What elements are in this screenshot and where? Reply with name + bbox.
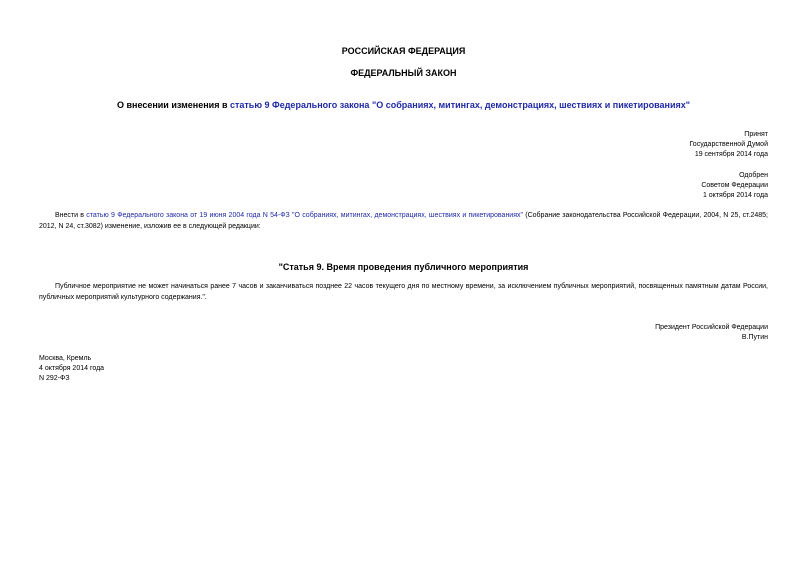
signature-position: Президент Российской Федерации	[655, 324, 768, 331]
footer-number: N 292-ФЗ	[39, 375, 70, 382]
intro-prefix: Внести в	[55, 212, 87, 219]
law-type-heading: ФЕДЕРАЛЬНЫЙ ЗАКОН	[350, 68, 457, 78]
adopted-body: Государственной Думой	[689, 141, 768, 148]
intro-link[interactable]: статью 9 Федерального закона от 19 июня 2004 года N 54-ФЗ "О собраниях, митингах, демонстрациях, шествиях и пикетированиях"	[86, 212, 523, 219]
approved-date: 1 октября 2014 года	[702, 192, 768, 199]
adopted-date: 19 сентября 2014 года	[694, 151, 768, 158]
adopted-label: Принят	[744, 131, 768, 138]
article-heading: "Статья 9. Время проведения публичного мероприятия	[278, 262, 529, 272]
footer-block	[39, 354, 104, 384]
approved-label: Одобрен	[739, 172, 768, 179]
article-paragraph: Публичное мероприятие не может начинаться ранее 7 часов и заканчиваться позднее 22 часов текущего дня по местному времени, за исключением публичных мероприятий, посвященных памятным датам России, публичных мероприятий культурного содержания.".	[39, 283, 768, 301]
law-title	[0, 100, 807, 110]
intro-paragraph	[39, 211, 768, 232]
signature-block	[655, 323, 768, 343]
approved-block	[701, 171, 768, 201]
law-title-link[interactable]: статью 9 Федерального закона "О собраниях, митингах, демонстрациях, шествиях и пикетированиях"	[229, 100, 691, 110]
adopted-block	[689, 130, 768, 160]
country-heading: РОССИЙСКАЯ ФЕДЕРАЦИЯ	[341, 46, 466, 56]
intro-suffix: (Собрание законодательства Российской Федерации, 2004, N 25, ст.2485; 2012, N 24, ст.3082) изменение, изложив ее в следующей редакции:	[39, 212, 768, 230]
law-title-prefix: О внесении изменения в	[116, 100, 230, 110]
signature-name: В.Путин	[741, 334, 768, 341]
footer-date: 4 октября 2014 года	[39, 365, 105, 372]
footer-place: Москва, Кремль	[39, 355, 92, 362]
approved-body: Советом Федерации	[701, 182, 768, 189]
